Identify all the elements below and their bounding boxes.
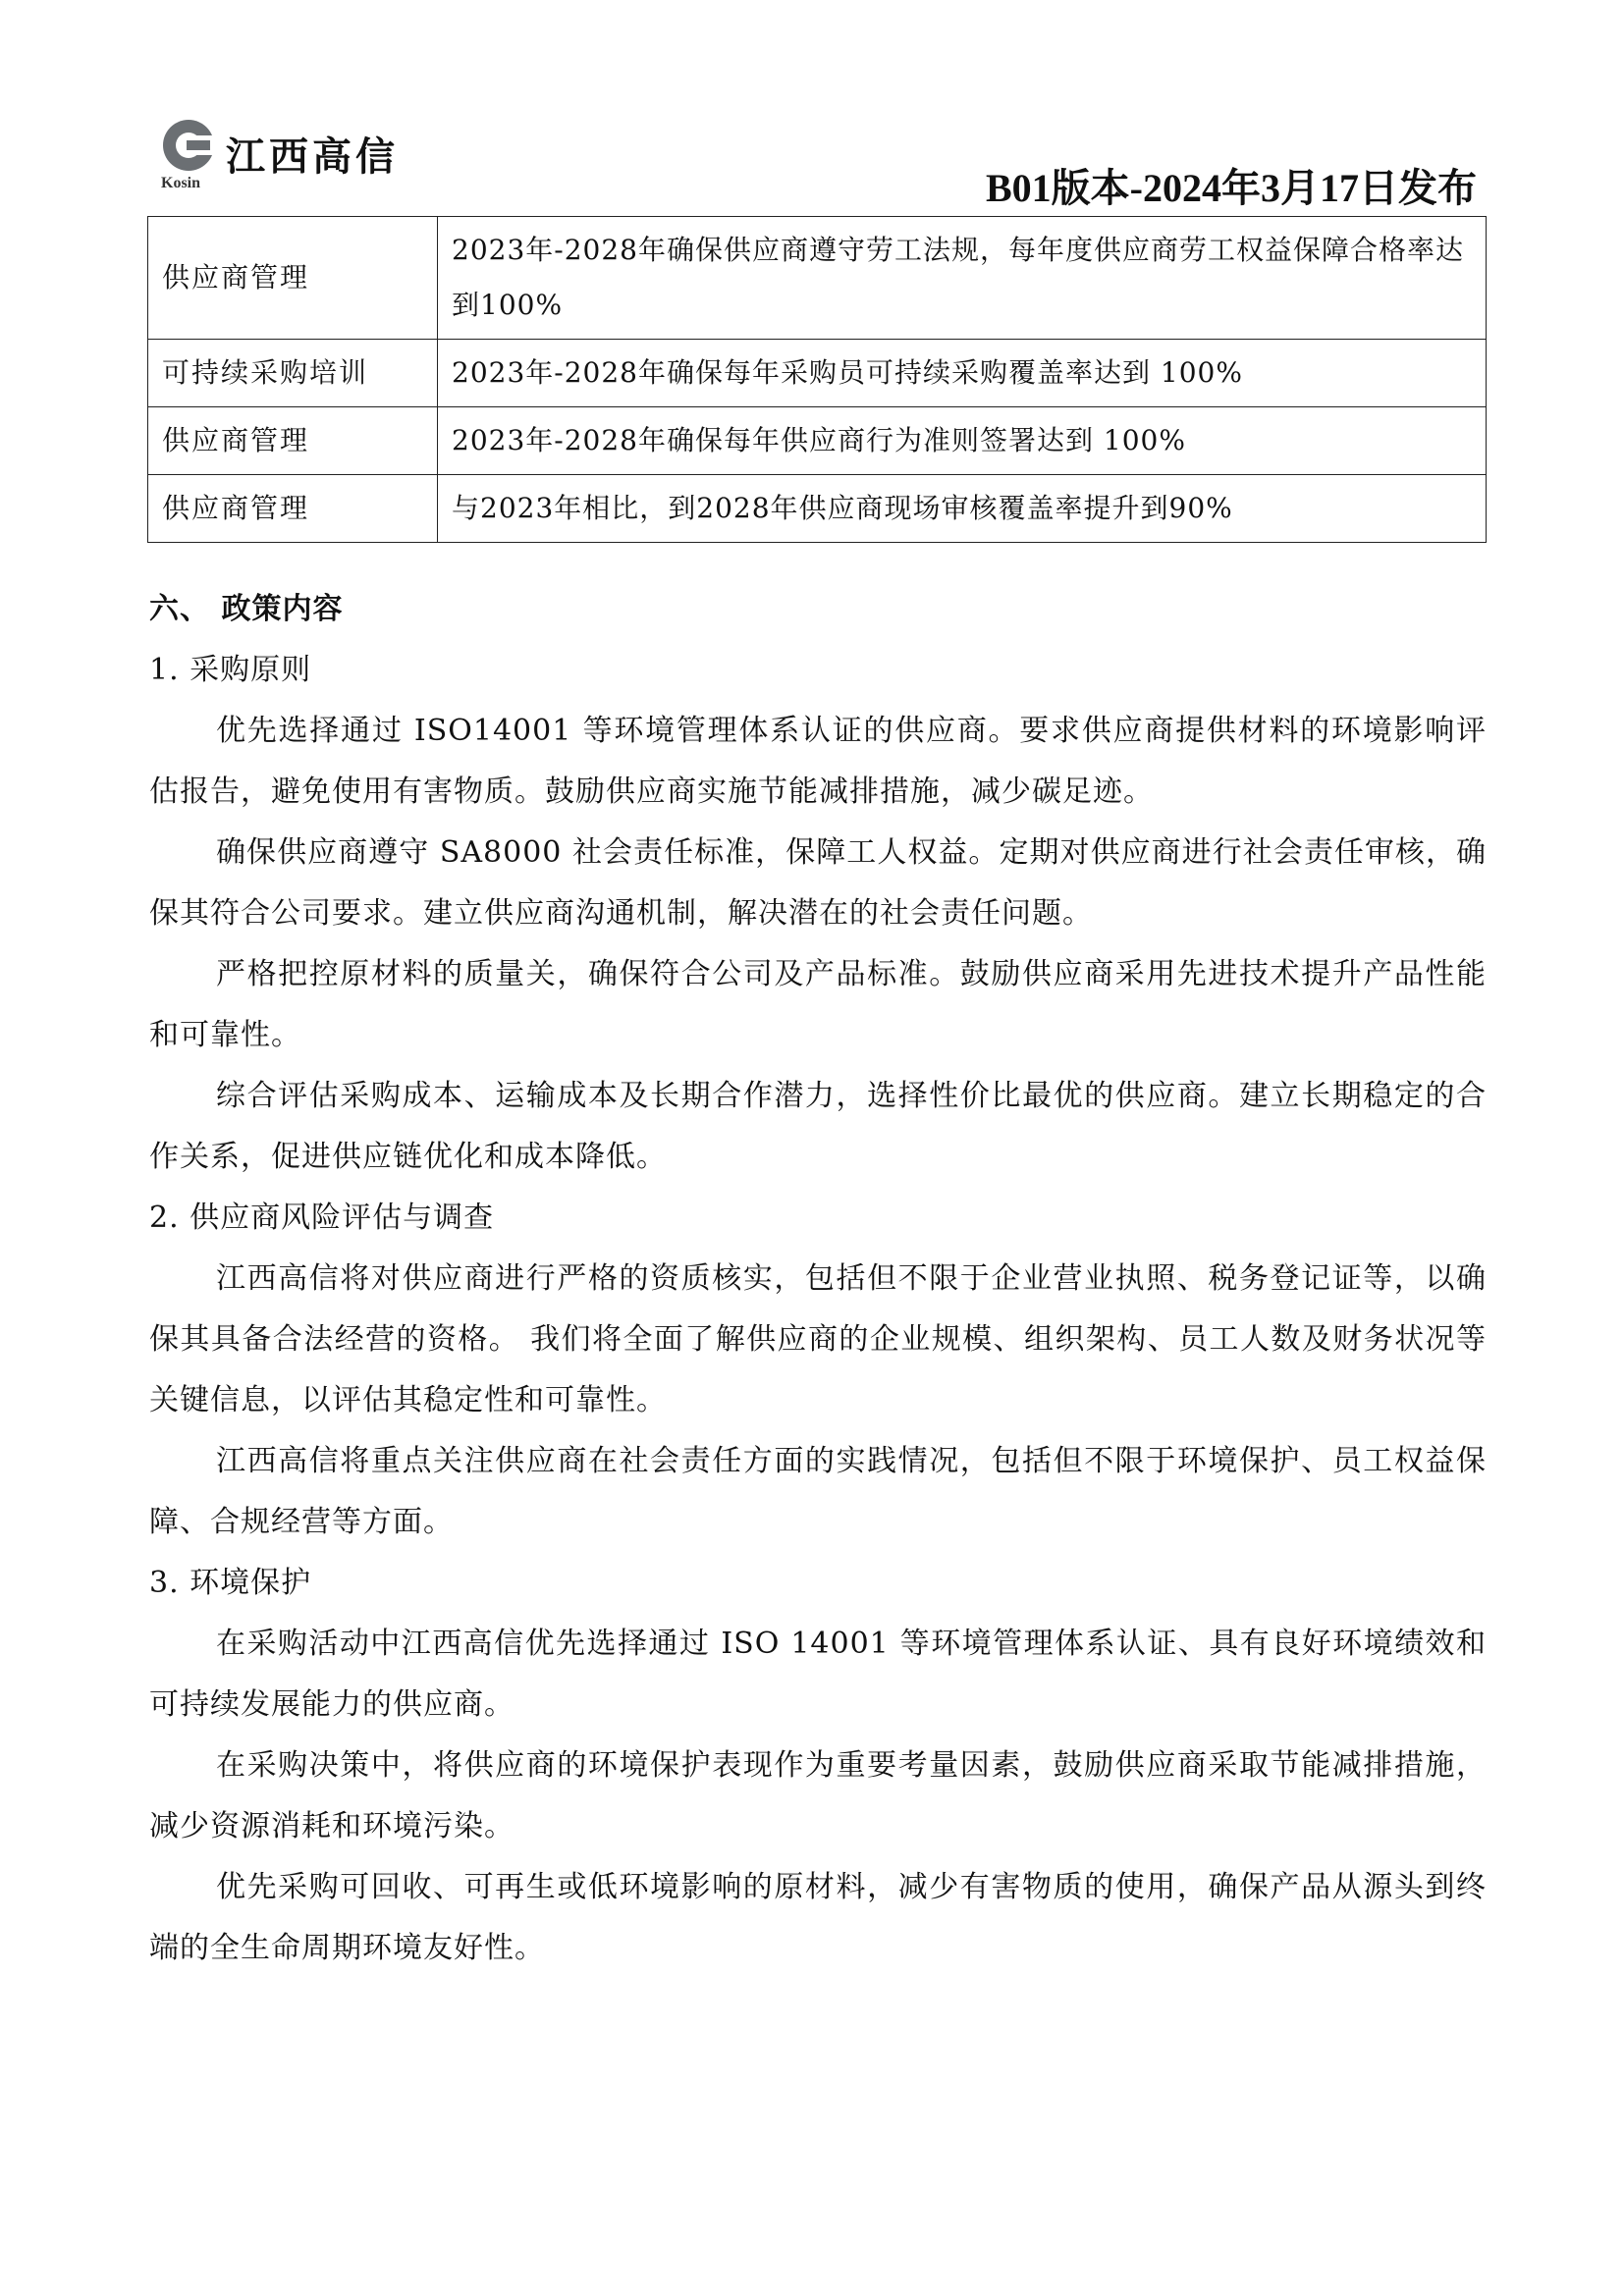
paragraph: 优先选择通过 ISO14001 等环境管理体系认证的供应商。要求供应商提供材料的环境影响评估报告，避免使用有害物质。鼓励供应商实施节能减排措施，减少碳足迹。 [149,714,1487,809]
goal-category: 供应商管理 [148,475,438,543]
section-heading: 2. 供应商风险评估与调查 [149,1201,495,1235]
version-release-date: B01版本-2024年3月17日发布 [986,166,1477,210]
logo-english-name: Kosin [161,175,201,191]
goal-description: 2023年-2028年确保每年供应商行为准则签署达到 100% [438,407,1487,475]
goal-description: 2023年-2028年确保供应商遵守劳工法规，每年度供应商劳工权益保障合格率达到100% [438,217,1487,340]
policy-content [149,579,1487,1979]
table-row [148,407,1487,475]
paragraph: 确保供应商遵守 SA8000 社会责任标准，保障工人权益。定期对供应商进行社会责任审核，确保其符合公司要求。建立供应商沟通机制，解决潜在的社会责任问题。 [149,835,1487,931]
section-heading: 3. 环境保护 [149,1566,312,1600]
paragraph: 在采购决策中，将供应商的环境保护表现作为重要考量因素，鼓励供应商采取节能减排措施，减少资源消耗和环境污染。 [149,1748,1487,1843]
kosin-logo-icon [157,116,222,181]
table-row [148,340,1487,407]
logo-chinese-name: 江西高信 [226,133,399,180]
goals-table [147,216,1487,543]
section-title: 六、 政策内容 [149,592,344,626]
paragraph: 严格把控原材料的质量关，确保符合公司及产品标准。鼓励供应商采用先进技术提升产品性能和可靠性。 [149,957,1487,1052]
paragraph: 江西高信将重点关注供应商在社会责任方面的实践情况，包括但不限于环境保护、员工权益保障、合规经营等方面。 [149,1444,1487,1539]
goal-description: 与2023年相比，到2028年供应商现场审核覆盖率提升到90% [438,475,1487,543]
company-logo [157,116,432,194]
table-row [148,217,1487,340]
table-row [148,475,1487,543]
paragraph: 综合评估采购成本、运输成本及长期合作潜力，选择性价比最优的供应商。建立长期稳定的合作关系，促进供应链优化和成本降低。 [149,1079,1487,1174]
goal-description: 2023年-2028年确保每年采购员可持续采购覆盖率达到 100% [438,340,1487,407]
paragraph: 优先采购可回收、可再生或低环境影响的原材料，减少有害物质的使用，确保产品从源头到终端的全生命周期环境友好性。 [149,1870,1487,1965]
goal-category: 供应商管理 [148,217,438,340]
goal-category: 可持续采购培训 [148,340,438,407]
paragraph: 在采购活动中江西高信优先选择通过 ISO 14001 等环境管理体系认证、具有良好环境绩效和可持续发展能力的供应商。 [149,1627,1487,1722]
section-heading: 1. 采购原则 [149,653,312,687]
paragraph: 江西高信将对供应商进行严格的资质核实，包括但不限于企业营业执照、税务登记证等，以确保其具备合法经营的资格。 我们将全面了解供应商的企业规模、组织架构、员工人数及财务状况等关键信息，以评估其稳定性和可靠性。 [149,1261,1487,1417]
goal-category: 供应商管理 [148,407,438,475]
